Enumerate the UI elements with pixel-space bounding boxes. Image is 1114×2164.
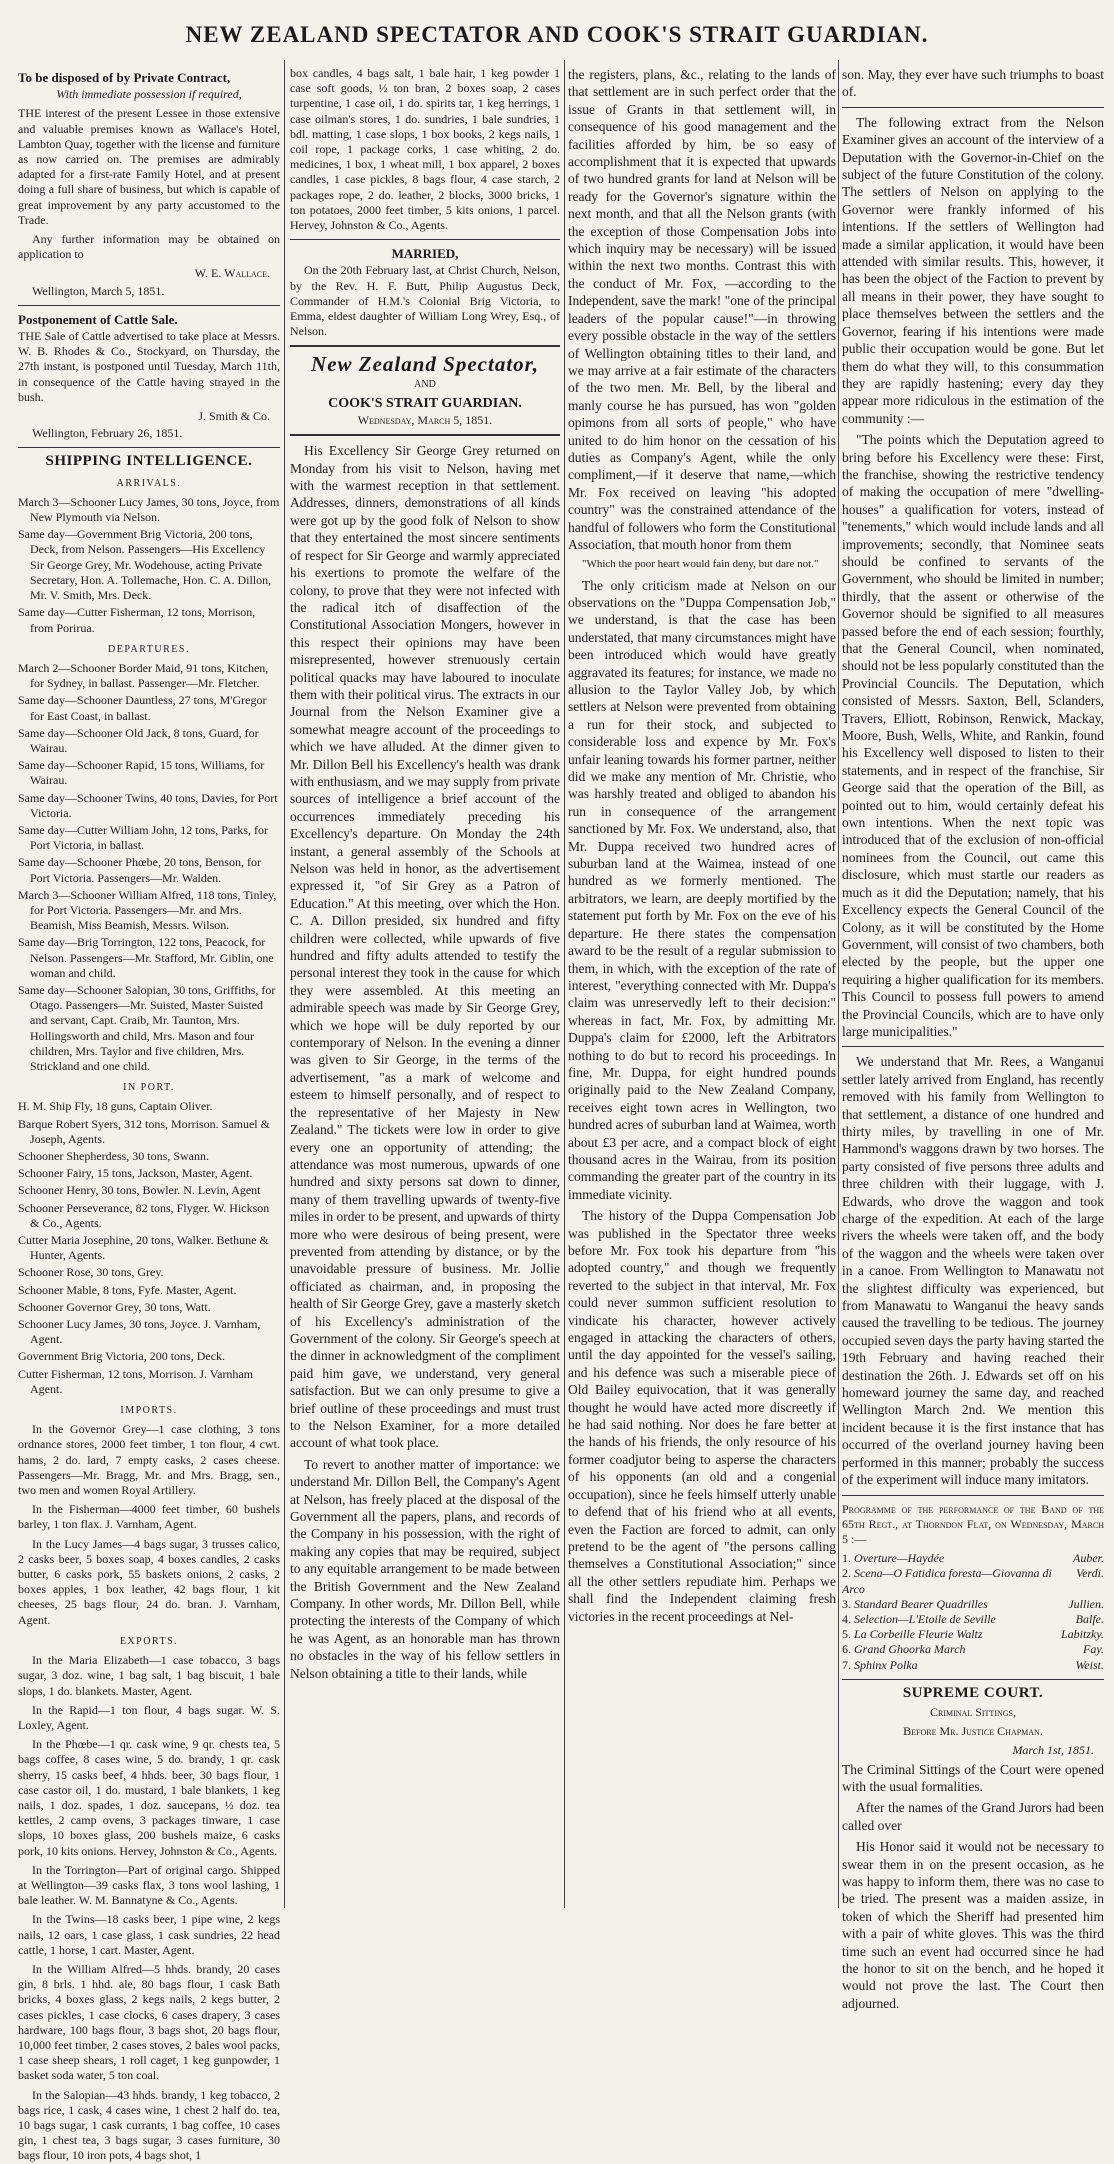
private-contract-date: Wellington, March 5, 1851. [32,283,165,298]
departures-title: DEPARTURES. [108,643,190,655]
imports-list [18,1422,280,1628]
list-item: Schooner Rose, 30 tons, Grey. [18,1265,164,1280]
rees-paragraph: We understand that Mr. Rees, a Wanganui settler lately arrived from England, has recently removed with his family from Wellington to that settlement, a distance of one hundred and thirty miles, by travelling in one of Mr. Hammond's waggons drawn by two horses. The party consisted of five persons three adults and three children with their luggage, with J. Edwards, who drove the waggon and took charge of the expedition. At each of the large rivers the wheels were taken off, and the body of the waggon and the wheels were taken over in a canoe. From Wellington to Manawatu not the slightest difficulty was experienced, but from Manawatu to Wanganui the heavy sands caused the travelling to be tedious. The journey occupied seven days the party having started the 19th February and having reached their destination the 26th. J. Edwards set off on his homeward journey the same day, and reached Wellington March 2nd. We mention this incident because it is the first instance that has occurred of the overland journey having been performed in this manner; probably the success of the experiment will induce many imitators. [842,1054,1104,1488]
list-item: Same day—Schooner Rapid, 15 tons, Williams, for Wairau. [18,758,265,788]
private-contract-sign: W. E. Wallace. [194,266,270,281]
list-item: Cutter Maria Josephine, 20 tons, Walker. Bethune & Hunter, Agents. [18,1233,269,1263]
private-contract-sub: With immediate possession if required, [56,87,242,102]
editorial-paragraph: The history of the Duppa Compensation Job was published in the Spectator three weeks before Mr. Fox took his departure from "his adopted country," and though we frequently reverted to the subject in that interval, Mr. Fox could never summon sufficient resolution to vindicate his character, however actively engaged in attacking the characters of others, until the day appointed for the vessel's sailing, and his defence was such a miserable piece of Old Bailey equivocation, that it was generally thought he would have acted more discreetly if he had said nothing. Nor does he fare better at the hands of his friends, the only resource of his former coadjutor being to asperse the characters of his opponents (an old and a congenial occupation), since he feels himself utterly unable to defend that of his friend who at all events, even the Faction are forced to admit, can only pretend to be the agent of "the persons calling themselves a Constitutional Association;" since all the other settlers repudiate him. Perhaps we shall find the Independent claiming fresh victories in the recent proceedings at Nel- [568,1208,836,1624]
departures-list [18,661,280,1074]
list-item: Schooner Perseverance, 82 tons, Flyger. W. Hickson & Co., Agents. [18,1200,270,1230]
list-item: Schooner Mable, 8 tons, Fyfe. Master, Agent. [18,1282,237,1297]
list-item: In the Fisherman—4000 feet timber, 60 bushels barley, 1 ton flax. J. Varnham, Agent. [18,1502,280,1532]
private-contract-body: THE interest of the present Lessee in those extensive and valuable premises known as Wallace's Hotel, Lambton Quay, together with the license and furniture as now carried on. The premises are admirably adapted for a first-rate Family Hotel, and at present doing a full share of business, but which is capable of great improvement by any party accustomed to the Trade. [18,106,280,227]
paper-and: AND [414,378,436,390]
cargo-continuation: box candles, 4 bags salt, 1 bale hair, 1 keg powder 1 case soft goods, ½ ton bran, 2 boxes soap, 2 cases turpentine, 1 case oil, 1 do. spirits tar, 1 keg herrings, 1 case oilman's stores, 1 do. sundries, 1 bale sundries, 1 bdl. matting, 1 case slops, 1 box books, 2 kegs nails, 1 coil rope, 1 package corks, 1 case whiting, 2 do. medicines, 1 box, 1 wheat mill, 1 box apparel, 2 boxes candles, 1 case pickles, 8 bags flour, 4 case starch, 2 packages rope, 2 do. leather, 2 blocks, 3000 bricks, 1 ton potatoes, 2000 feet timber, 5 kits onions, 1 parcel. Hervey, Johnston & Co., Agents. [290,66,560,233]
list-item: Same day—Brig Torrington, 122 tons, Peacock, for Nelson. Passengers—Mr. Stafford, Mr. Giblin, one woman and child. [18,935,274,980]
list-item: March 2—Schooner Border Maid, 91 tons, Kitchen, for Sydney, in ballast. Passenger—Mr. Fletcher. [18,660,269,691]
divider [290,239,560,240]
editorial-paragraph: To revert to another matter of importance: we understand Mr. Dillon Bell, the Company's Agent at Nelson, has freely placed at the disposal of the Government all the papers, plans, and records of the Company in his possession, with the right of making any copies that may be required, subject to any equitable arrangement to be made between the British Government and the New Zealand Company. In other words, Mr. Dillon Bell, while protecting the interests of the Company of which he was Agent, as an honorable man has thrown no obstacles in the way of his fellow settlers in Nelson obtaining a title to their lands, while [290,1456,560,1681]
programme-item: 2. Scena—O Fatidica foresta—Giovanna di Arco Verdi. [842,1566,1104,1596]
list-item: Same day—Schooner Twins, 40 tons, Davies, for Port Victoria. [18,790,278,820]
cattle-body: THE Sale of Cattle advertised to take place at Messrs. W. B. Rhodes & Co., Stockyard, on Thursday, the 27th instant, is postponed until Tuesday, March 11th, in consequence of the Cattle having strayed in the bush. [18,329,280,404]
extract-paragraph: The following extract from the Nelson Examiner gives an account of the interview of a Deputation with the Governor-in-Chief on the subject of the future Constitution of the colony. The settlers of Nelson on applying to the Governor were frankly informed of his intentions. If the settlers of Wellington had made a similar application, it would have been attended with similar results. This, however, it has been the object of the Faction to prevent by all means in their power, they have sought to place themselves between the settlers and the Governor, fearing if his intentions were made public their occupation would be gone. But let them do what they will, to this consummation they are rapidly hastening; every day they appear more ridiculous in the estimation of the community :— [842,114,1104,426]
editorial-paragraph: The only criticism made at Nelson on our observations on the "Duppa Compensation Job," we understand, is that the case has been understated, that many circumstances might have been introduced which would have greatly aggravated its features; for instance, we made no allusion to the Taylor Valley Job, by which settlers at Nelson were prevented from obtaining a run for their stock, and subjected to considerable loss and expence by Mr. Fox's unfair leaning towards his former partner, neither did we make any mention of Mr. Christie, who was harshly treated and obliged to abandon his run in consequence of the arrangement sanctioned by Mr. Fox. We understand, also, that Mr. Duppa received two hundred acres of suburban land at the Waimea, instead of one hundred as we formerly mentioned. The arbitrators, we learn, are deeply mortified by the statement put forth by Mr. Fox on the eve of his departure. He there states the compensation award to be the result of a regular submission to them, in which, with the exception of the rate of interest, "everything connected with Mr. Duppa's claim was unreservedly left to their decision:" whereas in fact, Mr. Fox, by admitting Mr. Duppa's claim for £2000, left the Arbitrators nothing to do but to record his proceedings. In fine, Mr. Duppa, for eight hundred pounds originally paid to the New Zealand Company, receives eight town acres in Wellington, two hundred acres of suburban land at Waimea, worth about £3 per acre, and a compact block of eight thousand acres in the Wairau, from its position commanding the greater part of the country in its immediate vicinity. [568,577,836,1202]
editorial-paragraph: the registers, plans, &c., relating to the lands of that settlement are in such perfect order that the issue of Grants in that settlement will, in consequence of his good management and the facilities afforded by him, be so easy of accomplishment that it is expected that upwards of two hundred grants for land at Nelson will be ready for the Governor's signature within the next month, and that all the Nelson grants (with the exception of those Compensation Jobs into which inquiry may be necessary) will be issued within the next two months. Contrast this with the conduct of Mr. Fox, —according to the Independent, save the mark! "one of the principal leaders of the popular cause!"—in throwing every possible obstacle in the way of the settlers of Wellington obtaining titles to their land, and we may arrive at a fair estimate of the characters of the two men. Mr. Bell, by the liberal and manly course he has pursued, has won "golden opimons from all sorts of people," who have united to do him honor on the cessation of his duties as Company's Agent, while the only compliment,—if it deserve that name,—which Mr. Fox received on leaving "his adopted country" was the constrained attendance of the handful of followers who form the Constitutional Association, that mouth honor from them [568,67,836,552]
married-title: MARRIED, [391,246,459,262]
list-item: March 3—Schooner Lucy James, 30 tons, Joyce, from New Plymouth via Nelson. [18,494,280,525]
list-item: In the Torrington—Part of original cargo. Shipped at Wellington—39 casks flax, 3 tons wool lashing, 1 bale leather. W. M. Bannatyne & Co., Agents. [18,1862,280,1908]
column-rule [284,60,285,1908]
divider [842,1679,1104,1680]
list-item: Same day—Government Brig Victoria, 200 tons, Deck, from Nelson. Passengers—His Excellency Sir George Grey, Mr. Wodehouse, acting Private Secretary, Hon. A. Tollemache, Hon. C. A. Dillon, Mr. V. Smith, Mrs. Deck. [18,527,272,603]
programme-item: 4. Selection—L'Etoile de Seville Balfe. [842,1611,1104,1626]
exports-list [18,1653,280,2164]
divider [290,345,560,347]
extract-quote: "The points which the Deputation agreed to bring before his Excellency were these: First, the franchise, showing the restrictive tendency of making the occupation of mere "dwelling-houses" a qualification for voters, instead of "tenements," which would include lands and all improvements; secondly, that Nominee seats should be confined to servants of the Government, who should be limited in number; thirdly, that the assent or otherwise of the Governor should be signified to all measures passed before the end of each session; fourthly, that the General Council, when nominated, should not be less popularly constituted than the Provincial Councils. The Deputation, which consisted of Messrs. Saxton, Bell, Sclanders, Travers, Elliott, Robinson, Renwick, Mackay, Moore, Bush, Wells, White, and Rankin, found his Excellency well disposed to listen to their statements, and in respect of the franchise, Sir George said that the operation of the Bill, as pointed out to him, would certainly defeat his own intentions. When the next topic was introduced that of the exclusion of non-official nominees from the Council, out came this disclosure, which must startle our readers as much as it did the Deputation; namely, that his Excellency expects the General Council of the Colony, as it will be constituted by the Home Government, will consist of two chambers, both elected by the people, but the upper one requiring a higher qualification for its members. This Council to possess full powers to amend the Provincial Councils, which are to have only large municipalities." [842,432,1104,1039]
list-item: In the Rapid—1 ton flour, 4 bags sugar. W. S. Loxley, Agent. [18,1702,280,1732]
column-1 [18,66,280,2163]
column-4 [842,66,1104,2011]
list-item: In the Maria Elizabeth—1 case tobacco, 3 bags sugar, 3 doz. wine, 1 bag salt, 1 bag biscuit, 1 bale slops, 1 do. blankets. Master, Agent. [18,1653,280,1698]
programme-item: 7. Sphinx Polka Weist. [842,1657,1104,1672]
court-subtitle: Criminal Sittings, [929,1704,1016,1719]
programme-item: 6. Grand Ghoorka March Fay. [842,1642,1104,1657]
column-3 [568,66,836,1906]
list-item: Same day—Schooner Phœbe, 20 tons, Benson, for Port Victoria. Passengers—Mr. Walden. [18,855,261,885]
court-paragraph: After the names of the Grand Jurors had been called over [842,1800,1104,1833]
cattle-sign: J. Smith & Co. [198,409,270,424]
court-title: SUPREME COURT. [902,1684,1044,1701]
list-item: In the Salopian—43 hhds. brandy, 1 keg tobacco, 2 bags rice, 1 cask, 4 cases wine, 1 chest 2 half do. tea, 10 bags sugar, 1 cask currants, 1 bag coffee, 10 cases gin, 1 chest tea, 3 bags sugar, 3 cases furniture, 30 bags flour, 10 iron pots, 4 bags shot, 1 [18,2087,280,2163]
paper-date: Wednesday, March 5, 1851. [357,413,493,428]
programme-item: 3. Standard Bearer Quadrilles Jullien. [842,1596,1104,1611]
programme-item: 1. Overture—Haydée Auber. [842,1551,1104,1566]
cattle-date: Wellington, February 26, 1851. [32,426,183,441]
list-item: Schooner Fairy, 15 tons, Jackson, Master, Agent. [18,1166,253,1181]
shipping-title: SHIPPING INTELLIGENCE. [45,453,253,470]
list-item: Same day—Cutter Fisherman, 12 tons, Morrison, from Porirua. [18,605,256,635]
list-item: Cutter Fisherman, 12 tons, Morrison. J. Varnham Agent. [18,1366,254,1396]
imports-title: IMPORTS. [120,1405,178,1417]
list-item: Same day—Schooner Dauntless, 27 tons, M'Gregor for East Coast, in ballast. [18,693,267,723]
list-item: In the Lucy James—4 bags sugar, 3 trusses calico, 2 casks beer, 5 boxes soap, 4 boxes candles, 2 casks butter, 6 casks pork, 55 baskets onions, 2 casks, 2 boxes apples, 1 box leather, 42 bags flour, 1 kit cheeses, 25 bags flour, 24 do. bran. J. Varnham, Agent. [18,1536,280,1627]
list-item: Barque Robert Syers, 312 tons, Morrison. Samuel & Joseph, Agents. [18,1116,270,1146]
list-item: Schooner Lucy James, 30 tons, Joyce. J. Varnham, Agent. [18,1317,261,1347]
court-date: March 1st, 1851. [1012,1743,1094,1758]
divider [842,107,1104,108]
column-rule [838,60,839,1908]
list-item: In the William Alfred—5 hhds. brandy, 20 cases gin, 8 brls. 1 hhd. ale, 80 bags flour, 1 cask Bath bricks, 4 boxes glass, 2 kegs nails, 2 kegs butter, 2 cases pickles, 1 case clocks, 6 cases drapery, 3 cases hardware, 100 bags flour, 3 bags shot, 20 bags flour, 10,000 feet timber, 2 cases stoves, 2 bales wool packs, 1 case sheep shears, 1 roll caget, 1 keg gunpowder, 1 basket soda water, 5 ton coal. [18,1961,280,2083]
list-item: Schooner Shepherdess, 30 tons, Swann. [18,1149,209,1163]
paper-subtitle: COOK'S STRAIT GUARDIAN. [328,395,522,411]
arrivals-title: ARRIVALS. [116,477,182,489]
list-item: Schooner Governor Grey, 30 tons, Watt. [18,1299,211,1314]
inport-list [18,1099,280,1397]
divider [18,305,280,306]
editorial-quote: "Which the poor heart would fain deny, but dare not." [582,558,819,571]
list-item: Same day—Cutter William John, 12 tons, Parks, for Port Victoria, in ballast. [18,822,268,853]
paper-title: New Zealand Spectator, [311,352,539,377]
divider [18,447,280,448]
programme-title: Programme of the performance of the Band of the 65th Regt., at Thorndon Flat, on Wednesday, March 5 :— [842,1501,1104,1546]
list-item: H. M. Ship Fly, 18 guns, Captain Oliver. [18,1099,213,1114]
cattle-title: Postponement of Cattle Sale. [18,311,178,327]
exports-title: EXPORTS. [119,1635,179,1647]
arrivals-list [18,495,280,636]
married-body: On the 20th February last, at Christ Church, Nelson, by the Rev. H. F. Butt, Philip Augustus Deck, Commander of H.M.'s Colonial Brig Victoria, to Emma, eldest daughter of William Long Wrey, Esq., of Nelson. [290,263,560,339]
list-item: In the Governor Grey—1 case clothing, 3 tons ordnance stores, 2000 feet timber, 1 ton flour, 4 cwt. hams, 2 do. lard, 7 empty casks, 2 cases cheese. Passengers—Mr. Bragg, Mr. and Mrs. Bragg, sen., two men and women Royal Artillery. [18,1422,280,1498]
column-2 [290,66,560,1906]
court-paragraph: His Honor said it would not be necessary to swear them in on the present occasion, as he was happy to inform them, there was no case to be tried. The present was a maiden assize, in token of which the Sheriff had presented him with a pair of white gloves. This was the third time such an event had occurred since he had the honor to sit on the bench, and he hoped it would not prove the last. The Court then adjourned. [842,1839,1104,2011]
private-contract-more: Any further information may be obtained on application to [18,232,280,262]
editorial-continuation: son. May, they ever have such triumphs to boast of. [842,67,1104,100]
list-item: In the Twins—18 casks beer, 1 pipe wine, 2 kegs nails, 12 oars, 1 case glass, 1 cask sundries, 22 head cattle, 1 horse, 1 cart. Master, Agent. [18,1912,280,1957]
divider [842,1495,1104,1496]
inport-title: IN PORT. [123,1082,175,1094]
masthead: NEW ZEALAND SPECTATOR AND COOK'S STRAIT GUARDIAN. [185,22,929,47]
court-paragraph: The Criminal Sittings of the Court were opened with the usual formalities. [842,1761,1104,1794]
column-rule [564,60,565,1908]
list-item: In the Phœbe—1 qr. cask wine, 9 qr. chests tea, 5 bags coffee, 8 cases wine, 5 do. brandy, 1 qr. cask sherry, 15 casks beef, 4 hhds. beer, 30 bags flour, 1 case castor oil, 1 do. mustard, 1 bale blankets, 1 keg nails, 1 doz. spades, 1 doz. saucepans, ½ doz. tea kettles, 2 camp ovens, 3 packages tinware, 1 case slops, 10 boxes glass, 200 bushels maize, 6 casks pork, 10 kits onions. Hervey, Johnston & Co., Agents. [18,1737,280,1858]
list-item: Same day—Schooner Salopian, 30 tons, Griffiths, for Otago. Passengers—Mr. Suisted, Master Suisted and servant, Capt. Craib, Mr. Taunton, Mrs. Hollingsworth and child, Mrs. Mason and four children, Mrs. Taylor and five children, Mrs. Strickland and one child. [18,982,276,1073]
court-judge: Before Mr. Justice Chapman. [903,1724,1043,1739]
private-contract-title: To be disposed of by Private Contract, [18,70,231,85]
divider [290,434,560,436]
editorial-paragraph: His Excellency Sir George Grey returned on Monday from his visit to Nelson, having met with the warmest reception in that settlement. Addresses, dinners, demonstrations of all kinds were got up by the good folk of Nelson to show that they entertained the most sincere sentiments of respect for Sir George and warmly appreciated his exertions to promote the welfare of the colony, to prove that they were not infected with the radical itch of disaffection of the Constitutional Association Mongers, however in this respect their opinions may have been misrepresented, however strenuously certain political quacks may have laboured to inoculate them with their political virus. The extracts in our Journal from the Nelson Examiner give a somewhat meagre account of the proceedings to which we have alluded. At the dinner given to Mr. Dillon Bell his Excellency's health was drank with enthusiasm, and we may supply from private sources of intelligence a brief account of the occurrences immediately preceding his Excellency's departure. On Monday the 24th instant, a general assembly of the Schools at Nelson was held in honor, as the advertisement expressed it, "of Sir Grey as a Patron of Education." At this meeting, over which the Hon. C. A. Dillon presided, six hundred and fifty children were collected, while upwards of five hundred and fifty adults attended to testify the personal interest they took in the cause for which they were assembled. At this meeting an admirable speech was made by Sir George Grey, which we hope will be duly reported by our contemporary of Nelson. In the evening a dinner was given to Sir George, in the terms of the advertisement, "as a mark of welcome and esteem to himself personally, and of respect to the representative of her Majesty in New Zealand." The tickets were low in order to give every one an opportunity of attending; the attendance was most numerous, upwards of one hundred and sixty persons sat down to dinner, many of them travelling upwards of twenty-five miles in order to be present, and upwards of thirty more who were desirous of being present, were prevented from attending by distance, or by the unavoidable pressure of business. Mr. Jollie officiated as chairman, and, in proposing the health of Sir George Grey, gave a masterly sketch of his Excellency's administration of the Government of the colony. Sir George's speech at the dinner in acknowledgment of the compliment paid him gave, we understand, very general satisfaction. But we can only presume to give a brief outline of these proceedings and must trust to the Nelson Examiner, for a more detailed account of what took place. [290,443,560,1451]
list-item: March 3—Schooner William Alfred, 118 tons, Tinley, for Port Victoria. Passengers—Mr. and Mrs. Beamish, Miss Beamish, Messrs. Wilson. [18,887,277,933]
list-item: Government Brig Victoria, 200 tons, Deck. [18,1349,226,1364]
list-item: Same day—Schooner Old Jack, 8 tons, Guard, for Wairau. [18,725,259,755]
list-item: Schooner Henry, 30 tons, Bowler. N. Levin, Agent [18,1183,261,1198]
programme-list [842,1551,1104,1673]
programme-item: 5. La Corbeille Fleurie Waltz Labitzky. [842,1627,1104,1642]
divider [842,1046,1104,1047]
